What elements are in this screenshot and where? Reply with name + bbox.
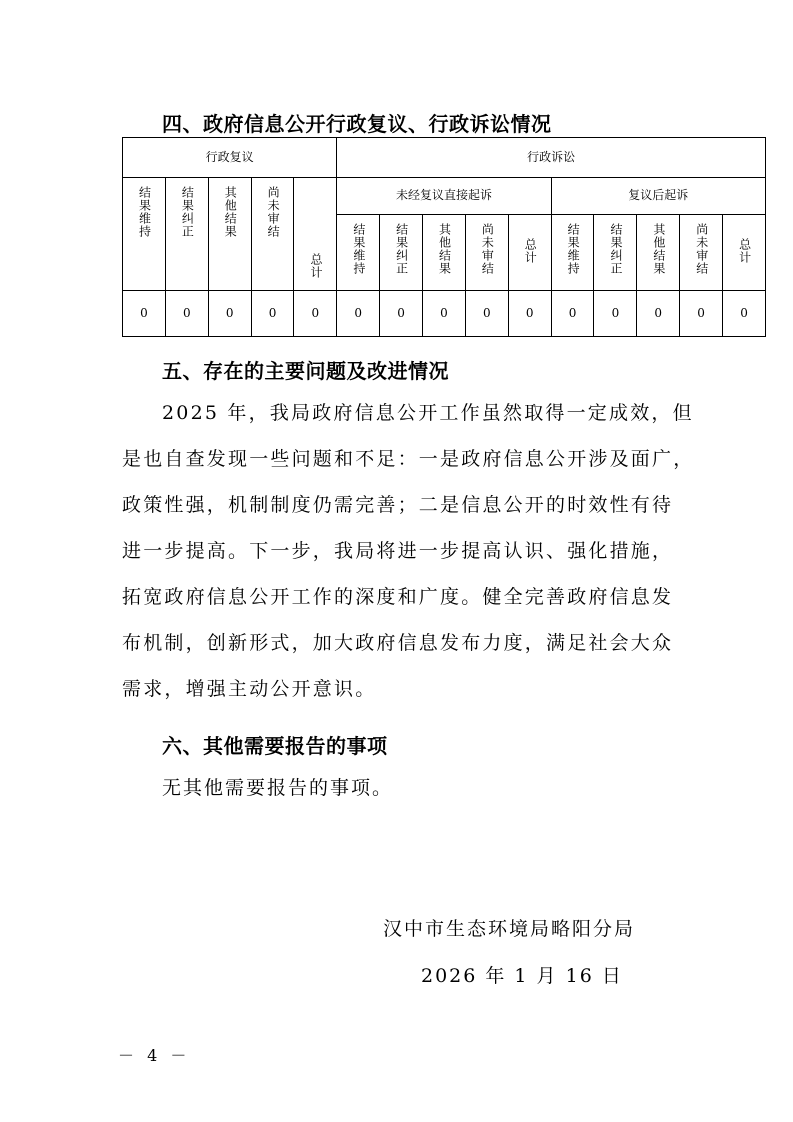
admin-litigation-header: 行政诉讼	[337, 138, 766, 178]
after-corrected-header: 结果纠正	[608, 223, 623, 275]
section-6-heading: 六、其他需要报告的事项	[162, 734, 388, 758]
value-cell: 0	[723, 291, 766, 337]
review-total-header: 总计	[308, 252, 323, 279]
value-cell: 0	[423, 291, 466, 337]
after-review-suit-header: 复议后起诉	[551, 178, 765, 215]
after-total-header: 总计	[737, 237, 752, 264]
paragraph-line: 需求，增强主动公开意识。	[122, 678, 377, 700]
page-number: － 4 －	[118, 1046, 191, 1065]
value-cell: 0	[465, 291, 508, 337]
direct-maintained-header: 结果维持	[351, 223, 366, 275]
paragraph-line: 拓宽政府信息公开工作的深度和广度。健全完善政府信息发	[122, 586, 674, 608]
value-cell: 0	[508, 291, 551, 337]
value-cell: 0	[294, 291, 337, 337]
value-cell: 0	[380, 291, 423, 337]
signature-date: 2026 年 1 月 16 日	[421, 965, 623, 987]
section-6-body: 无其他需要报告的事项。	[162, 777, 394, 799]
paragraph-line: 是也自查发现一些问题和不足：一是政府信息公开涉及面广，	[122, 448, 695, 470]
value-cell: 0	[208, 291, 251, 337]
value-cell: 0	[123, 291, 166, 337]
after-pending-header: 尚未审结	[694, 223, 709, 275]
direct-corrected-header: 结果纠正	[394, 223, 409, 275]
admin-review-header: 行政复议	[123, 138, 337, 178]
direct-other-header: 其他结果	[437, 223, 452, 275]
direct-pending-header: 尚未审结	[480, 223, 495, 275]
after-other-header: 其他结果	[651, 223, 666, 275]
paragraph-line: 政策性强，机制制度仍需完善；二是信息公开的时效性有待	[122, 494, 674, 516]
section-5-heading: 五、存在的主要问题及改进情况	[162, 359, 449, 383]
section-5-paragraph	[122, 390, 695, 712]
review-pending-header: 尚未审结	[266, 186, 281, 238]
paragraph-line: 进一步提高。下一步，我局将进一步提高认识、强化措施，	[122, 540, 674, 562]
value-cell: 0	[551, 291, 594, 337]
review-litigation-table	[122, 137, 766, 337]
value-cell: 0	[680, 291, 723, 337]
review-maintained-header: 结果维持	[137, 186, 152, 238]
value-cell: 0	[251, 291, 294, 337]
direct-suit-header: 未经复议直接起诉	[337, 178, 551, 215]
value-cell: 0	[165, 291, 208, 337]
value-cell: 0	[337, 291, 380, 337]
value-cell: 0	[594, 291, 637, 337]
after-maintained-header: 结果维持	[566, 223, 581, 275]
paragraph-line: 布机制，创新形式，加大政府信息发布力度，满足社会大众	[122, 632, 674, 654]
section-4-heading: 四、政府信息公开行政复议、行政诉讼情况	[162, 112, 552, 136]
paragraph-line: 2025 年，我局政府信息公开工作虽然取得一定成效，但	[162, 402, 694, 424]
direct-total-header: 总计	[523, 237, 538, 264]
review-other-header: 其他结果	[223, 186, 238, 238]
value-cell: 0	[637, 291, 680, 337]
review-corrected-header: 结果纠正	[180, 186, 195, 238]
signature-org: 汉中市生态环境局略阳分局	[383, 918, 636, 940]
